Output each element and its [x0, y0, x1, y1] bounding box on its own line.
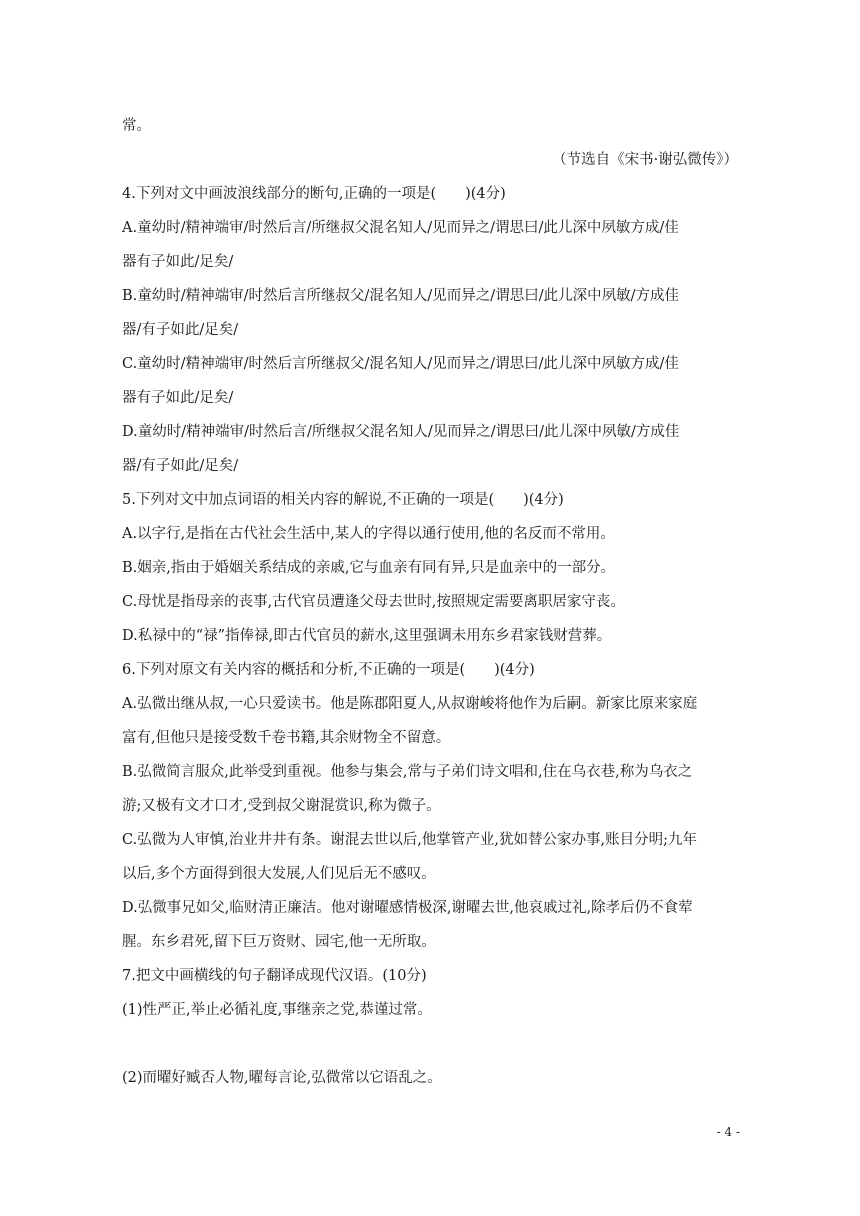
- question-6-stem: 6.下列对原文有关内容的概括和分析,不正确的一项是( )(4分): [122, 662, 535, 678]
- question-5-stem: 5.下列对文中加点词语的相关内容的解说,不正确的一项是( )(4分): [122, 492, 564, 508]
- question-4-option-c-cont: 器有子如此/足矣/: [122, 390, 234, 406]
- question-4-option-d: D.童幼时/精神端审/时然后言/所继叔父混名知人/见而异之/谓思曰/此儿深中夙敏/方成佳: [122, 424, 680, 440]
- question-4-option-b: B.童幼时/精神端审/时然后言所继叔父/混名知人/见而异之/谓思曰/此儿深中夙敏/方成佳: [122, 288, 679, 304]
- question-4-stem: 4.下列对文中画波浪线部分的断句,正确的一项是( )(4分): [122, 186, 506, 202]
- page-number: - 4 -: [716, 1125, 740, 1139]
- document-body: [122, 109, 738, 1095]
- question-6-option-c: C.弘微为人审慎,治业井井有条。谢混去世以后,他掌管产业,犹如替公家办事,账目分明;九年: [122, 832, 698, 848]
- question-4-option-b-cont: 器/有子如此/足矣/: [122, 322, 239, 338]
- source-citation: （节选自《宋书·谢弘微传》）: [552, 152, 738, 168]
- question-7-part-1: (1)性严正,举止必循礼度,事继亲之党,恭谨过常。: [122, 1002, 432, 1018]
- question-6-option-b-cont: 游;又极有文才口才,受到叔父谢混赏识,称为微子。: [122, 798, 441, 814]
- question-5-option-a: A.以字行,是指在古代社会生活中,某人的字得以通行使用,他的名反而不常用。: [122, 526, 615, 542]
- text-line: 常。: [122, 118, 151, 134]
- answer-space: [122, 1027, 738, 1061]
- question-7-part-2: (2)而曜好臧否人物,曜每言论,弘微常以它语乱之。: [122, 1070, 442, 1086]
- question-5-option-d: D.私禄中的“禄”指俸禄,即古代官员的薪水,这里强调未用东乡君家钱财营葬。: [122, 628, 612, 644]
- question-6-option-a-cont: 富有,但他只是接受数千卷书籍,其余财物全不留意。: [122, 730, 451, 746]
- question-5-option-b: B.姻亲,指由于婚姻关系结成的亲戚,它与血亲有同有异,只是血亲中的一部分。: [122, 560, 616, 576]
- question-4-option-a-cont: 器有子如此/足矣/: [122, 254, 234, 270]
- question-5-option-c: C.母忧是指母亲的丧事,古代官员遭逢父母去世时,按照规定需要离职居家守丧。: [122, 594, 625, 610]
- question-6-option-c-cont: 以后,多个方面得到很大发展,人们见后无不感叹。: [122, 866, 436, 882]
- question-6-option-b: B.弘微简言服众,此举受到重视。他参与集会,常与子弟们诗文唱和,住在乌衣巷,称为乌衣之: [122, 764, 693, 780]
- question-4-option-a: A.童幼时/精神端审/时然后言/所继叔父混名知人/见而异之/谓思曰/此儿深中夙敏方成/佳: [122, 220, 679, 236]
- question-6-option-d: D.弘微事兄如父,临财清正廉洁。他对谢曜感情极深,谢曜去世,他哀戚过礼,除孝后仍不食荤: [122, 900, 693, 916]
- question-6-option-d-cont: 腥。东乡君死,留下巨万资财、园宅,他一无所取。: [122, 934, 436, 950]
- question-4-option-d-cont: 器/有子如此/足矣/: [122, 458, 239, 474]
- question-7-stem: 7.把文中画横线的句子翻译成现代汉语。(10分): [122, 968, 427, 984]
- question-6-option-a: A.弘微出继从叔,一心只爱读书。他是陈郡阳夏人,从叔谢峻将他作为后嗣。新家比原来家庭: [122, 696, 698, 712]
- question-4-option-c: C.童幼时/精神端审/时然后言所继叔父/混名知人/见而异之/谓思曰/此儿深中夙敏方成/佳: [122, 356, 679, 372]
